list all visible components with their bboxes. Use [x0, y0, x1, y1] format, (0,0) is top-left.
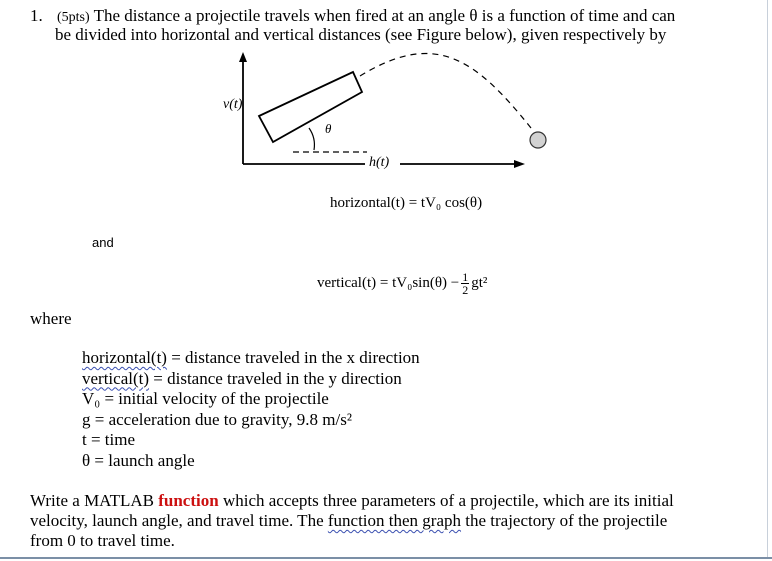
- vertical-equation-tail: gt²: [471, 274, 488, 291]
- task-flagged-text: function then graph: [327, 511, 462, 530]
- task-line-1: [30, 491, 674, 511]
- definition-item: [82, 348, 420, 369]
- bottom-divider: [0, 557, 772, 559]
- definition-text: θ = launch angle: [82, 450, 195, 470]
- question-text-2: be divided into horizontal and vertical distances (see Figure below), given respectively by: [55, 25, 667, 44]
- definition-text: = distance traveled in the y direction: [149, 368, 402, 388]
- task-text: which accepts three parameters of a projectile, which are its initial: [218, 491, 674, 510]
- y-axis-label: v(t): [223, 97, 243, 112]
- x-axis-label: h(t): [369, 155, 390, 170]
- question-number: 1.: [30, 6, 43, 25]
- y-axis-arrow-icon: [239, 52, 247, 62]
- half-fraction: [461, 271, 469, 296]
- definition-text: V₀ = initial velocity of the projectile: [82, 389, 329, 408]
- task-line-3: from 0 to travel time.: [30, 531, 175, 550]
- vertical-equation: [317, 266, 487, 300]
- trajectory-path: [360, 53, 531, 128]
- page-edge: [767, 0, 768, 557]
- x-axis-arrow-icon: [514, 160, 525, 168]
- definition-term: horizontal(t): [82, 348, 167, 367]
- definition-term: vertical(t): [82, 368, 150, 388]
- definitions-list: [82, 348, 420, 471]
- function-keyword: function: [158, 491, 219, 510]
- definition-text: g = acceleration due to gravity, 9.8 m/s²: [82, 409, 352, 429]
- definition-text: t = time: [82, 430, 136, 449]
- where-label: where: [30, 309, 72, 328]
- definition-item: [82, 389, 420, 410]
- task-text: Write a MATLAB: [30, 491, 159, 510]
- angle-arc: [309, 128, 314, 150]
- question-text-1: The distance a projectile travels when fired at an angle θ is a function of time and can: [93, 6, 676, 25]
- task-paragraph: [30, 491, 674, 551]
- fraction-numerator: 1: [462, 269, 469, 284]
- vertical-equation-lhs: vertical(t) = tV₀sin(θ) −: [317, 274, 460, 291]
- fraction-denominator: 2: [462, 282, 469, 297]
- definition-text: = distance traveled in the x direction: [166, 348, 420, 367]
- angle-label: θ: [325, 121, 332, 136]
- and-label: and: [92, 235, 114, 250]
- projectile-ball-icon: [530, 132, 546, 148]
- task-text: the trajectory of the projectile: [461, 511, 668, 530]
- definition-item: [82, 369, 420, 390]
- points-label: (5pts): [57, 10, 90, 25]
- definition-item: [82, 451, 420, 472]
- definition-item: [82, 410, 420, 431]
- horizontal-equation: horizontal(t) = tV₀ cos(θ): [330, 195, 483, 211]
- task-line-2: [30, 511, 674, 531]
- definition-item: [82, 430, 420, 451]
- task-text: velocity, launch angle, and travel time. The: [30, 511, 328, 530]
